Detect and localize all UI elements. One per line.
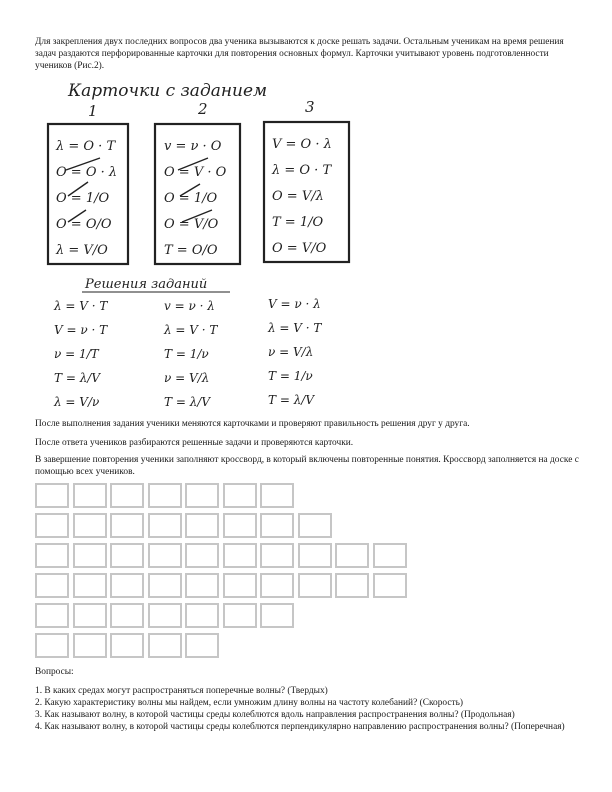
solution-formula: λ = V · T [54,299,108,313]
crossword-cell[interactable] [73,573,107,598]
card-formula: λ = O · T [56,139,116,154]
crossword-cell[interactable] [35,573,69,598]
crossword-cell[interactable] [223,573,257,598]
crossword-cell[interactable] [185,633,219,658]
card-formula: O = V/O [272,241,327,256]
crossword-cell[interactable] [373,543,407,568]
question-item: 1. В каких средах могут распространяться поперечные волны? (Твердых) [35,686,328,696]
card-formula: v = ν · O [164,139,222,154]
card-2-formulas [164,139,227,258]
crossword-cell[interactable] [260,543,294,568]
paragraph-review: После ответа учеников разбираются решенные задачи и проверяются карточки. [35,438,354,448]
crossword-cell[interactable] [260,573,294,598]
card-formula: T = O/O [164,243,218,258]
card-number-3: 3 [305,98,315,116]
solution-formula: V = ν · T [54,323,108,337]
crossword-cell[interactable] [148,633,182,658]
card-formula: λ = O · T [272,163,332,178]
crossword-cell[interactable] [298,543,332,568]
solutions-title: Решения заданий [85,277,208,292]
crossword-cell[interactable] [260,513,294,538]
card-1-formulas [55,139,117,258]
cards-figure [40,78,370,418]
card-formula: O = 1/O [164,191,218,206]
crossword-cell[interactable] [185,513,219,538]
solution-formula: T = λ/V [54,371,101,385]
solution-formula: T = λ/V [164,395,211,409]
crossword-cell[interactable] [110,513,144,538]
intro-paragraph: Для закрепления двух последних вопросов два ученика вызываются к доске решать задачи. Остальным ученикам на время решения задач раздаются перфорированные карточки для повторения основных формул. Карточки учитывают уровень подготовленности учеников (Рис.2). [35,37,564,72]
crossword-cell[interactable] [110,573,144,598]
card-number-2: 2 [198,100,208,118]
crossword-cell[interactable] [185,573,219,598]
crossword-cell[interactable] [148,543,182,568]
crossword-cell[interactable] [148,513,182,538]
crossword-grid [35,483,415,663]
solution-formula: λ = V · T [164,323,218,337]
question-item: 4. Как называют волну, в которой частицы среды колеблются перпендикулярно направлению распространения волны? (Поперечная) [35,722,565,732]
solution-formula: λ = V/ν [54,395,100,409]
crossword-cell[interactable] [110,543,144,568]
crossword-cell[interactable] [35,603,69,628]
crossword-cell[interactable] [185,483,219,508]
solution-formula: λ = V · T [268,321,322,335]
solution-formula: ν = 1/T [54,347,99,361]
crossword-cell[interactable] [35,513,69,538]
solutions-col-3 [267,297,322,407]
crossword-cell[interactable] [35,543,69,568]
paragraph-exchange-cards: После выполнения задания ученики меняются карточками и проверяют правильность решения друг у друга. [35,419,470,429]
crossword-cell[interactable] [110,603,144,628]
paragraph-crossword: В завершение повторения ученики заполняют кроссворд, в который включены повторенные понятия. Кроссворд заполняется на доске с помощью всех учеников. [35,455,579,478]
crossword-cell[interactable] [35,633,69,658]
solution-formula: T = 1/ν [164,347,209,361]
crossword-cell[interactable] [185,543,219,568]
crossword-cell[interactable] [73,513,107,538]
card-formula: O = V/O [164,217,219,232]
crossword-cell[interactable] [73,633,107,658]
figure-title: Карточки с заданием [68,81,268,101]
crossword-cell[interactable] [148,603,182,628]
crossword-cell[interactable] [335,543,369,568]
solution-formula: ν = V/λ [164,371,210,385]
solution-formula: V = ν · λ [268,297,321,311]
solutions-col-2 [163,299,218,409]
card-formula: O = O · λ [56,165,118,180]
crossword-cell[interactable] [35,483,69,508]
crossword-cell[interactable] [260,483,294,508]
questions-title: Вопросы: [35,667,74,677]
card-formula: O = 1/O [56,191,110,206]
crossword-cell[interactable] [335,573,369,598]
crossword-cell[interactable] [223,513,257,538]
solutions-col-1 [53,299,108,409]
card-formula: O = V · O [164,165,227,180]
crossword-cell[interactable] [260,603,294,628]
card-number-1: 1 [88,102,98,120]
crossword-cell[interactable] [148,573,182,598]
crossword-cell[interactable] [110,483,144,508]
crossword-cell[interactable] [298,513,332,538]
card-formula: V = O · λ [272,137,332,152]
question-item: 3. Как называют волну, в которой частицы среды колеблются вдоль направления распространения волны? (Продольная) [35,710,515,720]
card-formula: O = O/O [56,217,112,232]
crossword-cell[interactable] [110,633,144,658]
question-item: 2. Какую характеристику волны мы найдем, если умножим длину волны на частоту колебаний? (Скорость) [35,698,463,708]
crossword-cell[interactable] [223,543,257,568]
crossword-cell[interactable] [73,483,107,508]
solution-formula: T = λ/V [268,393,315,407]
solution-formula: T = 1/ν [268,369,313,383]
crossword-cell[interactable] [148,483,182,508]
card-3-formulas [271,137,332,256]
card-formula: T = 1/O [272,215,324,230]
crossword-cell[interactable] [223,483,257,508]
crossword-cell[interactable] [185,603,219,628]
crossword-cell[interactable] [73,603,107,628]
card-formula: λ = V/O [56,243,108,258]
solution-formula: ν = V/λ [268,345,314,359]
crossword-cell[interactable] [373,573,407,598]
solution-formula: v = ν · λ [164,299,215,313]
crossword-cell[interactable] [223,603,257,628]
crossword-cell[interactable] [298,573,332,598]
card-formula: O = V/λ [272,189,324,204]
crossword-cell[interactable] [73,543,107,568]
